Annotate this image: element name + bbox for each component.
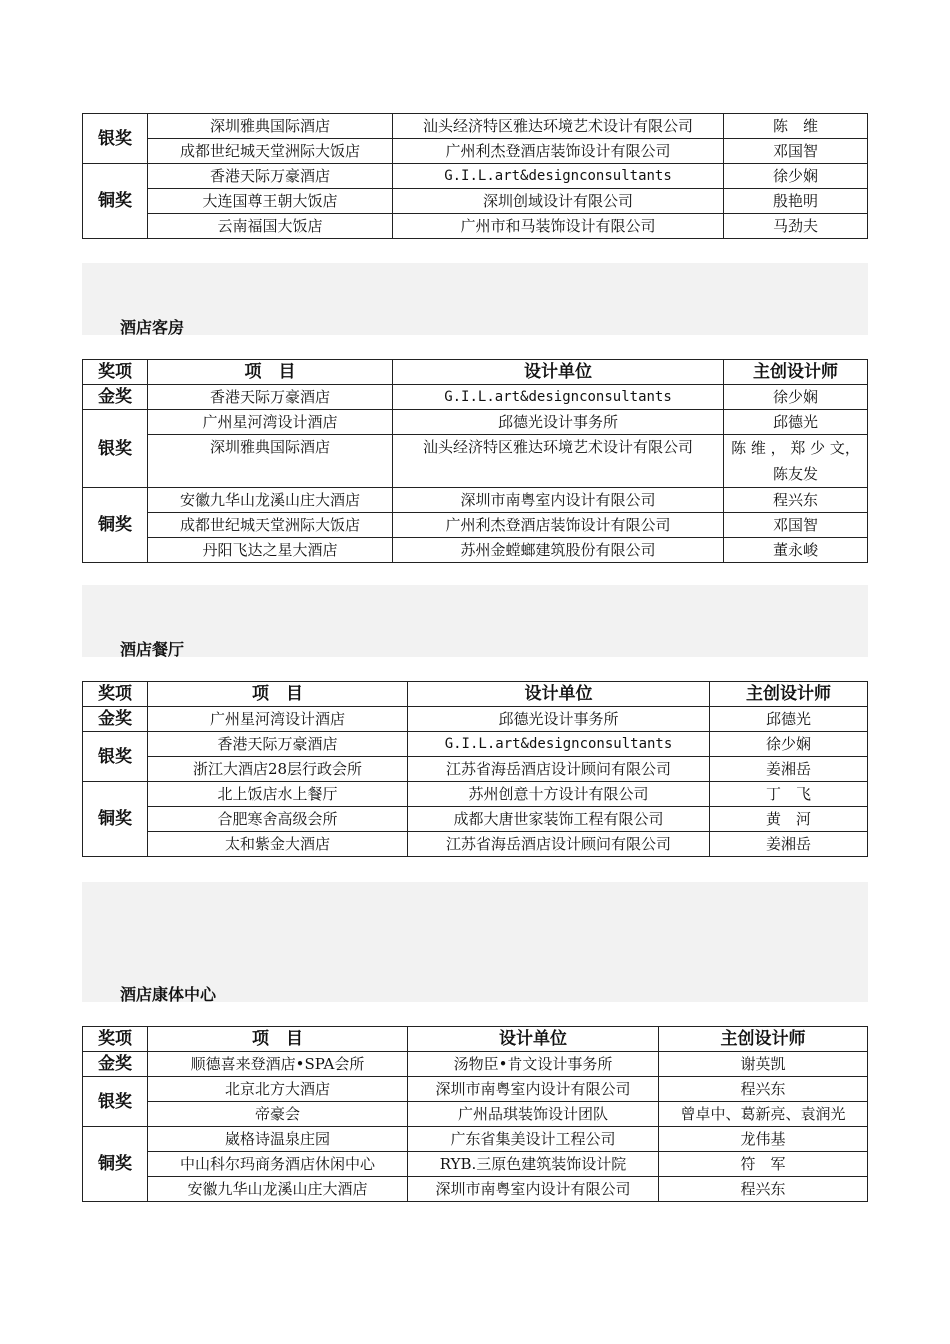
award-gold: 金奖 xyxy=(83,385,148,410)
firm-cell: G.I.L.art&designconsultants xyxy=(393,164,724,189)
designer-cell: 陈 维 ， 郑 少 文，陈友发 xyxy=(724,435,868,488)
header-project: 项 目 xyxy=(148,360,393,385)
designer-cell: 马劲夫 xyxy=(724,214,868,239)
firm-cell: 邱德光设计事务所 xyxy=(393,410,724,435)
section-title-rooms: 酒店客房 xyxy=(120,318,185,337)
project-cell: 北京北方大酒店 xyxy=(148,1077,408,1102)
project-cell: 安徽九华山龙溪山庄大酒店 xyxy=(148,488,393,513)
project-cell: 云南福国大饭店 xyxy=(148,214,393,239)
award-bronze: 铜奖 xyxy=(83,1127,148,1202)
designer-cell: 徐少娴 xyxy=(724,385,868,410)
designer-cell: 丁 飞 xyxy=(710,782,868,807)
award-silver: 银奖 xyxy=(83,410,148,488)
project-cell: 北上饭店水上餐厅 xyxy=(148,782,408,807)
project-cell: 成都世纪城天堂洲际大饭店 xyxy=(148,139,393,164)
header-project: 项 目 xyxy=(148,1027,408,1052)
awards-table-restaurant xyxy=(82,681,868,857)
table-row xyxy=(83,410,868,435)
firm-cell: 汕头经济特区雅达环境艺术设计有限公司 xyxy=(393,114,724,139)
table-row xyxy=(83,114,868,139)
designer-cell: 姜湘岳 xyxy=(710,832,868,857)
table-row xyxy=(83,757,868,782)
firm-cell: G.I.L.art&designconsultants xyxy=(408,732,710,757)
project-cell: 广州星河湾设计酒店 xyxy=(148,410,393,435)
award-silver: 银奖 xyxy=(83,1077,148,1127)
firm-cell: 苏州创意十方设计有限公司 xyxy=(408,782,710,807)
header-award: 奖项 xyxy=(83,1027,148,1052)
designer-cell: 殷艳明 xyxy=(724,189,868,214)
firm-cell: 广东省集美设计工程公司 xyxy=(408,1127,659,1152)
header-project: 项 目 xyxy=(148,682,408,707)
designer-cell: 龙伟基 xyxy=(659,1127,868,1152)
firm-cell: 深圳创域设计有限公司 xyxy=(393,189,724,214)
award-gold: 金奖 xyxy=(83,707,148,732)
designer-cell: 徐少娴 xyxy=(710,732,868,757)
project-cell: 成都世纪城天堂洲际大饭店 xyxy=(148,513,393,538)
designer-cell: 邓国智 xyxy=(724,139,868,164)
designer-cell: 谢英凯 xyxy=(659,1052,868,1077)
designer-cell: 徐少娴 xyxy=(724,164,868,189)
award-gold: 金奖 xyxy=(83,1052,148,1077)
table-row xyxy=(83,164,868,189)
project-cell: 深圳雅典国际酒店 xyxy=(148,114,393,139)
designer-cell: 黄 河 xyxy=(710,807,868,832)
table-header-row xyxy=(83,360,868,385)
firm-cell: 深圳市南粤室内设计有限公司 xyxy=(408,1077,659,1102)
table-row xyxy=(83,1127,868,1152)
firm-cell: 广州利杰登酒店装饰设计有限公司 xyxy=(393,513,724,538)
header-award: 奖项 xyxy=(83,682,148,707)
firm-cell: 深圳市南粤室内设计有限公司 xyxy=(393,488,724,513)
award-bronze: 铜奖 xyxy=(83,782,148,857)
header-designer: 主创设计师 xyxy=(659,1027,868,1052)
designer-cell: 邱德光 xyxy=(724,410,868,435)
designer-cell: 曾卓中、葛新亮、袁润光 xyxy=(659,1102,868,1127)
project-cell: 安徽九华山龙溪山庄大酒店 xyxy=(148,1177,408,1202)
designer-cell: 程兴东 xyxy=(724,488,868,513)
firm-cell: 广州利杰登酒店装饰设计有限公司 xyxy=(393,139,724,164)
table-row xyxy=(83,385,868,410)
header-firm: 设计单位 xyxy=(408,682,710,707)
table-row xyxy=(83,1102,868,1127)
project-cell: 香港天际万豪酒店 xyxy=(148,164,393,189)
awards-table-fitness xyxy=(82,1026,868,1202)
table-header-row xyxy=(83,1027,868,1052)
designer-cell: 姜湘岳 xyxy=(710,757,868,782)
designer-cell: 董永峻 xyxy=(724,538,868,563)
project-cell: 丹阳飞达之星大酒店 xyxy=(148,538,393,563)
designer-cell: 陈 维 xyxy=(724,114,868,139)
table-header-row xyxy=(83,682,868,707)
section-title-restaurant: 酒店餐厅 xyxy=(120,640,185,659)
project-cell: 太和紫金大酒店 xyxy=(148,832,408,857)
project-cell: 帝豪会 xyxy=(148,1102,408,1127)
firm-cell: RYB.三原色建筑装饰设计院 xyxy=(408,1152,659,1177)
firm-cell: 广州市和马装饰设计有限公司 xyxy=(393,214,724,239)
awards-table-rooms xyxy=(82,359,868,563)
table-row xyxy=(83,189,868,214)
designer-cell: 邱德光 xyxy=(710,707,868,732)
table-row xyxy=(83,832,868,857)
project-cell: 深圳雅典国际酒店 xyxy=(148,435,393,488)
table-row xyxy=(83,1077,868,1102)
project-cell: 顺德喜来登酒店•SPA会所 xyxy=(148,1052,408,1077)
table-row xyxy=(83,807,868,832)
firm-cell: 江苏省海岳酒店设计顾问有限公司 xyxy=(408,832,710,857)
table-row xyxy=(83,732,868,757)
project-cell: 香港天际万豪酒店 xyxy=(148,732,408,757)
table-row xyxy=(83,1152,868,1177)
project-cell: 香港天际万豪酒店 xyxy=(148,385,393,410)
designer-cell: 程兴东 xyxy=(659,1077,868,1102)
firm-cell: 汤物臣•肯文设计事务所 xyxy=(408,1052,659,1077)
header-designer: 主创设计师 xyxy=(724,360,868,385)
designer-cell: 邓国智 xyxy=(724,513,868,538)
awards-table-continued xyxy=(82,113,868,239)
project-cell: 崴格诗温泉庄园 xyxy=(148,1127,408,1152)
table-row xyxy=(83,513,868,538)
award-bronze: 铜奖 xyxy=(83,164,148,239)
table-row xyxy=(83,707,868,732)
header-award: 奖项 xyxy=(83,360,148,385)
section-band xyxy=(82,585,868,657)
table-row xyxy=(83,435,868,488)
firm-cell: 江苏省海岳酒店设计顾问有限公司 xyxy=(408,757,710,782)
project-cell: 浙江大酒店28层行政会所 xyxy=(148,757,408,782)
firm-cell: 深圳市南粤室内设计有限公司 xyxy=(408,1177,659,1202)
table-row xyxy=(83,488,868,513)
section-band xyxy=(82,263,868,335)
designer-cell: 符 军 xyxy=(659,1152,868,1177)
header-designer: 主创设计师 xyxy=(710,682,868,707)
project-cell: 中山科尔玛商务酒店休闲中心 xyxy=(148,1152,408,1177)
table-row xyxy=(83,1052,868,1077)
firm-cell: 汕头经济特区雅达环境艺术设计有限公司 xyxy=(393,435,724,488)
section-title-fitness: 酒店康体中心 xyxy=(120,985,217,1004)
header-firm: 设计单位 xyxy=(393,360,724,385)
table-row xyxy=(83,214,868,239)
designer-cell: 程兴东 xyxy=(659,1177,868,1202)
table-row xyxy=(83,782,868,807)
award-silver: 银奖 xyxy=(83,732,148,782)
project-cell: 合肥寒舍高级会所 xyxy=(148,807,408,832)
project-cell: 大连国尊王朝大饭店 xyxy=(148,189,393,214)
table-row xyxy=(83,1177,868,1202)
firm-cell: 广州品琪装饰设计团队 xyxy=(408,1102,659,1127)
firm-cell: 苏州金螳螂建筑股份有限公司 xyxy=(393,538,724,563)
header-firm: 设计单位 xyxy=(408,1027,659,1052)
table-row xyxy=(83,538,868,563)
firm-cell: 成都大唐世家装饰工程有限公司 xyxy=(408,807,710,832)
project-cell: 广州星河湾设计酒店 xyxy=(148,707,408,732)
firm-cell: G.I.L.art&designconsultants xyxy=(393,385,724,410)
award-bronze: 铜奖 xyxy=(83,488,148,563)
award-silver: 银奖 xyxy=(83,114,148,164)
table-row xyxy=(83,139,868,164)
firm-cell: 邱德光设计事务所 xyxy=(408,707,710,732)
